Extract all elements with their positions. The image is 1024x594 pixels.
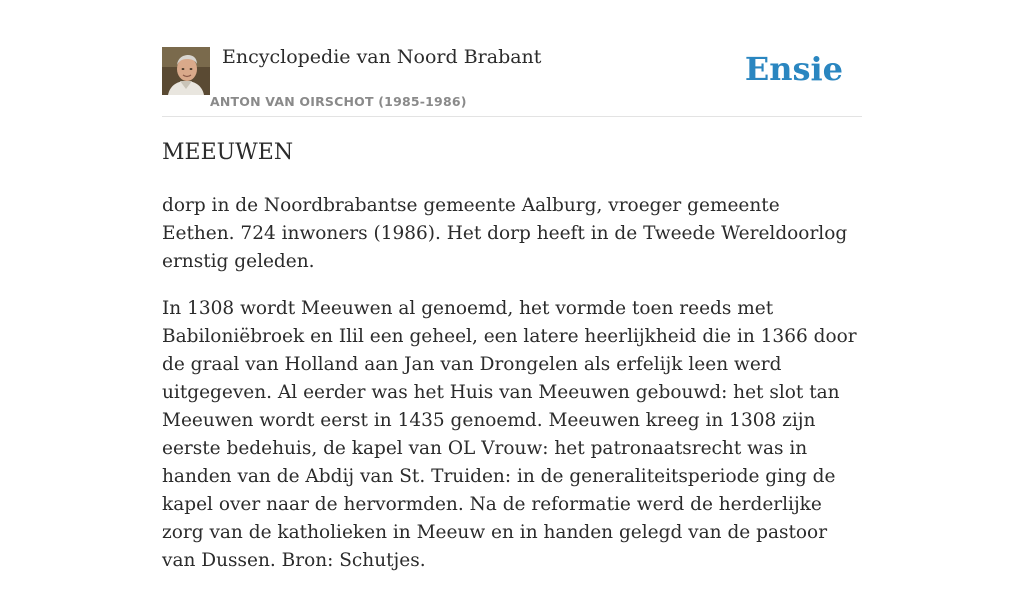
author-name[interactable]: ANTON VAN OIRSCHOT (1985-1986) (210, 94, 467, 109)
article-paragraph: dorp in de Noordbrabantse gemeente Aalburg, vroeger gemeente Eethen. 724 inwoners (1986). Het dorp heeft in de Tweede Wereldoorlog ernstig geleden. (162, 195, 848, 272)
author-portrait-icon (162, 47, 210, 95)
article-body (162, 192, 858, 594)
source-header (162, 44, 862, 117)
author-avatar (162, 47, 210, 95)
article-headword: MEEUWEN (162, 140, 294, 165)
source-title[interactable]: Encyclopedie van Noord Brabant (222, 46, 542, 68)
ensie-logo[interactable]: Ensie (744, 50, 843, 88)
article-paragraph: In 1308 wordt Meeuwen al genoemd, het vormde toen reeds met Babiloniëbroek en Ilil een geheel, een latere heerlijkheid die in 1366 door de graal van Holland aan Jan van Drongelen als erfelijk leen werd uitgegeven. Al eerder was het Huis van Meeuwen gebouwd: het slot tan Meeuwen wordt eerst in 1435 genoemd. Meeuwen kreeg in 1308 zijn eerste bedehuis, de kapel van OL Vrouw: het patronaatsrecht was in handen van de Abdij van St. Truiden: in de generaliteitsperiode ging de kapel over naar de hervormden. Na de reformatie werd de herderlijke zorg van de katholieken in Meeuw en in handen gelegd van de pastoor van Dussen. Bron: Schutjes. (162, 298, 857, 571)
